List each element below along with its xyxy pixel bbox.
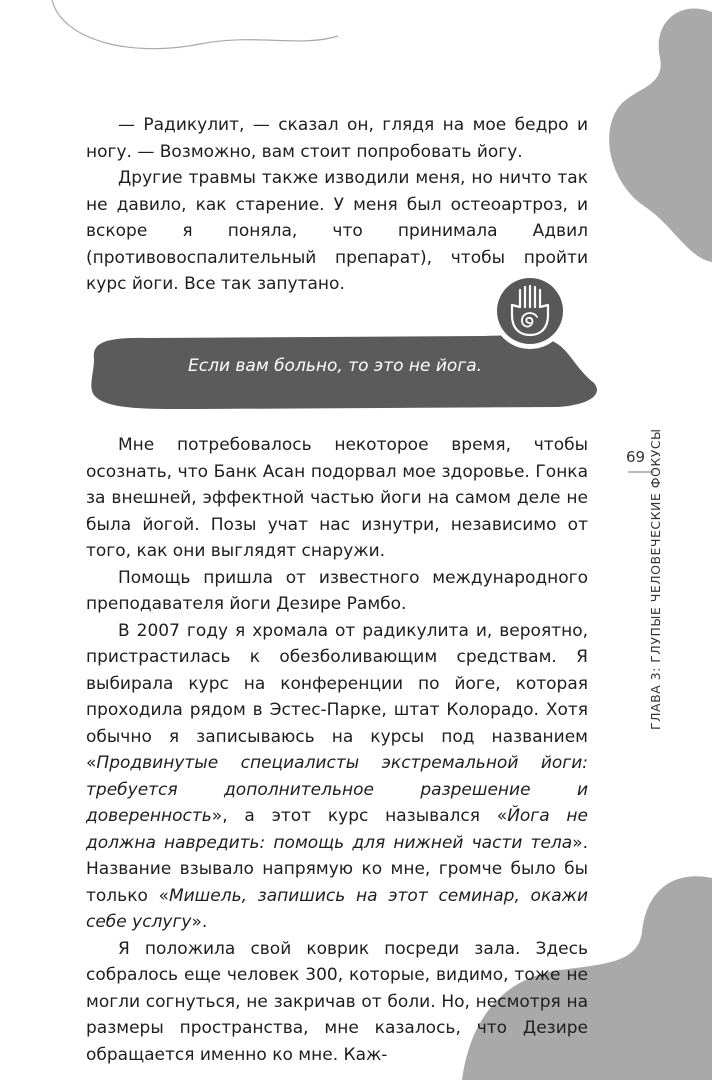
course-title: Продвинутые специалисты экстремальной йоги: требуется дополнительное разрешение и доверенность bbox=[86, 753, 588, 826]
paragraph: В 2007 году я хромала от радикулита и, вероятно, пристрастилась к обезболивающим средствам. Я выбирала курс на конференции по йоге, которая проходила рядом в Эстес-Парке, штат Колорадо. Хотя обычно я записываюсь на курсы под названием «Продвинутые специалисты экстремальной йоги: требуется дополнительное разрешение и доверенность», а этот курс назывался «Йога не должна навредить: помощь для нижней части тела». Название взывало напрямую ко мне, громче было бы только «Мишель, запишись на этот семинар, окажи себе услугу». bbox=[86, 620, 589, 932]
course-title: Йога не должна навредить: помощь для нижней части тела bbox=[86, 806, 589, 853]
paragraph: Другие травмы также изводили меня, но ничто так не давило, как старение. У меня был остеоартроз, и вскоре я поняла, что принимала Адвил (противовоспалительный препарат), чтобы пройти курс йоги. Все так запутано. bbox=[86, 168, 588, 294]
page-number: 69 bbox=[626, 448, 646, 466]
top-left-blob-outline bbox=[0, 0, 340, 70]
paragraph: Я положила свой коврик посреди зала. Здесь собралось еще человек 300, которые, видимо, тоже не могли согнуться, не закричав от боли. Но, несмотря на размеры пространства, мне казалось, что Дезире обращается именно ко мне. Каж- bbox=[86, 938, 588, 1065]
hamsa-icon bbox=[490, 271, 570, 351]
chapter-title: ГЛАВА 3: ГЛУПЫЕ ЧЕЛОВЕЧЕСКИЕ ФОКУСЫ bbox=[648, 428, 663, 730]
top-right-blob bbox=[600, 0, 712, 270]
paragraph: Помощь пришла от известного международного преподавателя йоги Дезире Рамбо. bbox=[86, 567, 588, 614]
quote: Мишель, запишись на этот семинар, окажи себе услугу bbox=[86, 885, 588, 932]
main-text-block bbox=[86, 432, 588, 1068]
callout-quote: Если вам больно, то это не йога. bbox=[188, 356, 483, 376]
paragraph: — Радикулит, — сказал он, глядя на мое бедро и ногу. — Возможно, вам стоит попробовать йогу. bbox=[86, 115, 588, 162]
paragraph: Мне потребовалось некоторое время, чтобы осознать, что Банк Асан подорвал мое здоровье. Гонка за внешней, эффектной частью йоги на самом деле не была йогой. Позы учат нас изнутри, независимо от того, как они выглядят снаружи. bbox=[86, 435, 588, 561]
top-text-block bbox=[86, 112, 588, 298]
